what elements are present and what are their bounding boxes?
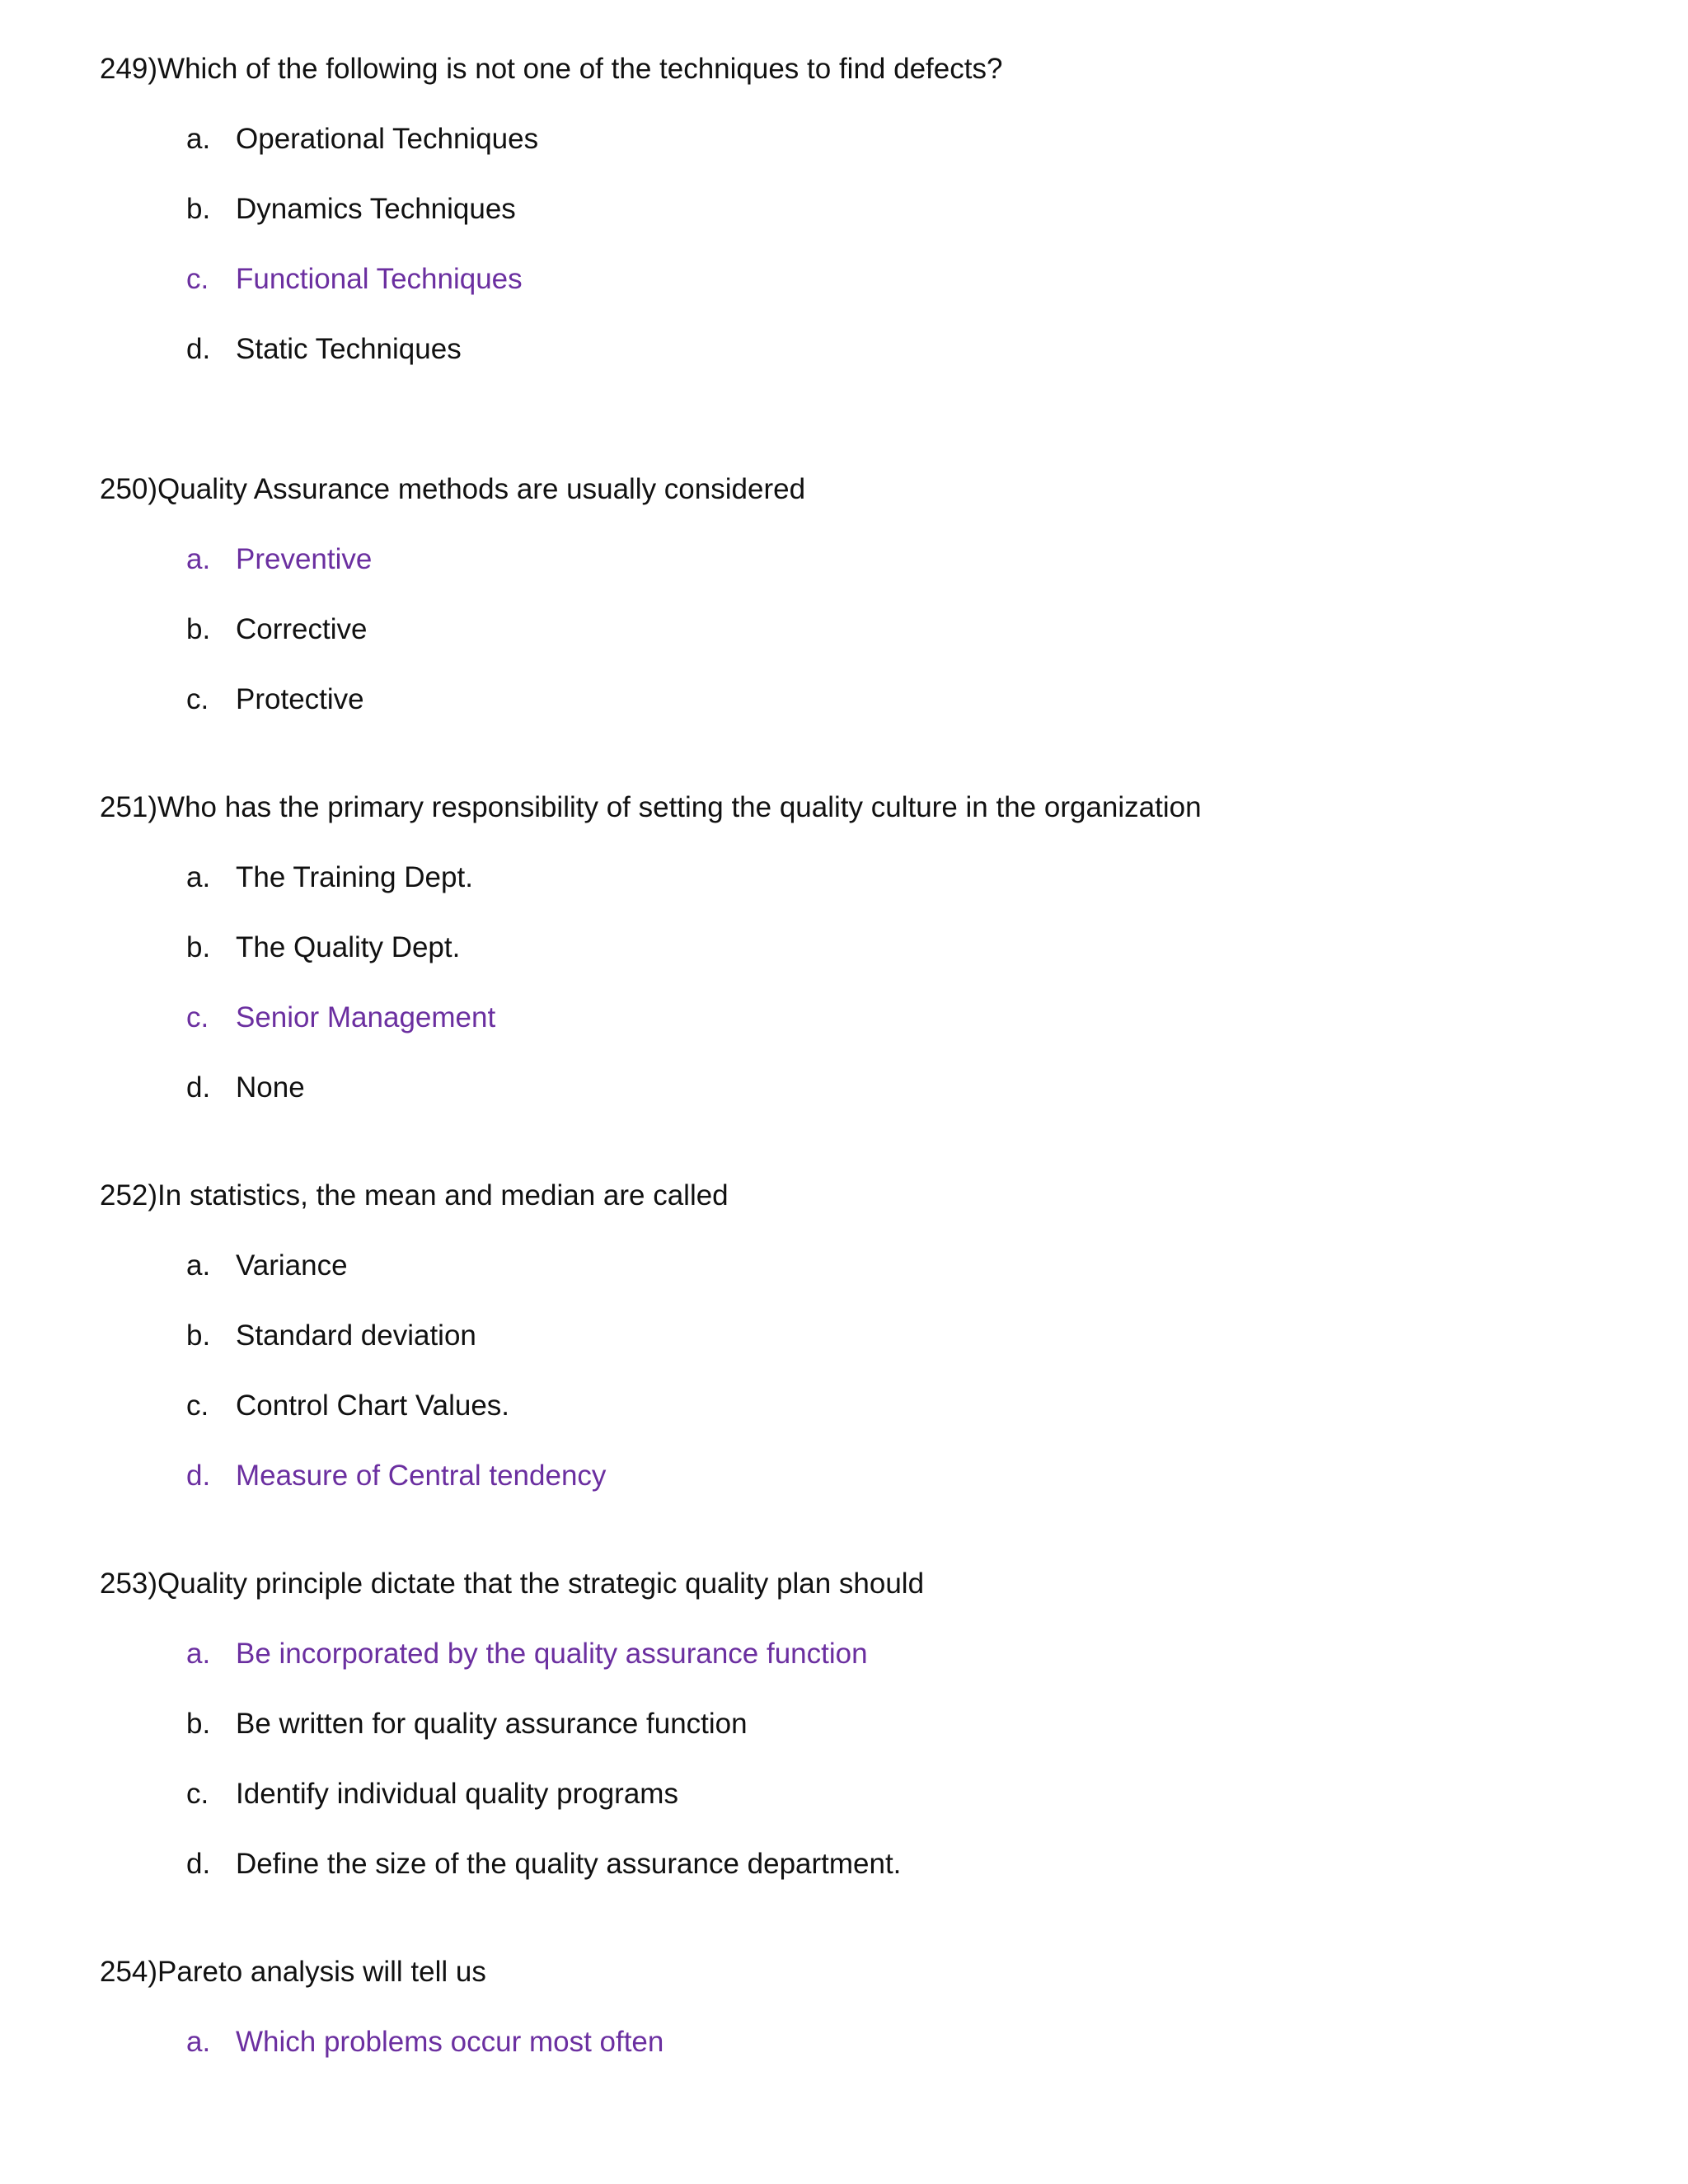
option-text: Operational Techniques bbox=[236, 123, 539, 155]
option-letter: a. bbox=[186, 1638, 211, 1670]
question-text: 251)Who has the primary responsibility of setting the quality culture in the organization bbox=[100, 791, 1202, 823]
option-letter: a. bbox=[186, 861, 211, 893]
option-text: Control Chart Values. bbox=[236, 1390, 510, 1422]
question-text: 249)Which of the following is not one of the techniques to find defects? bbox=[100, 53, 1003, 85]
option-letter: b. bbox=[186, 1319, 211, 1352]
option-text: Be incorporated by the quality assurance function bbox=[236, 1638, 868, 1670]
option-letter: a. bbox=[186, 1249, 211, 1282]
option-text: Static Techniques bbox=[236, 333, 462, 365]
option-letter: a. bbox=[186, 123, 211, 155]
option-text: Variance bbox=[236, 1249, 348, 1282]
option-letter: d. bbox=[186, 1848, 211, 1880]
option-letter: d. bbox=[186, 1460, 211, 1492]
option-letter: b. bbox=[186, 193, 211, 225]
option-text: Protective bbox=[236, 683, 364, 715]
option-letter: c. bbox=[186, 1390, 209, 1422]
question-text: 254)Pareto analysis will tell us bbox=[100, 1956, 486, 1988]
option-letter: d. bbox=[186, 333, 211, 365]
option-text: Corrective bbox=[236, 613, 368, 645]
option-text: Which problems occur most often bbox=[236, 2026, 664, 2058]
option-text: The Training Dept. bbox=[236, 861, 473, 893]
option-text: Senior Management bbox=[236, 1001, 496, 1033]
option-letter: d. bbox=[186, 1071, 211, 1104]
option-letter: c. bbox=[186, 1778, 209, 1810]
option-letter: b. bbox=[186, 931, 211, 963]
option-letter: b. bbox=[186, 613, 211, 645]
option-text: The Quality Dept. bbox=[236, 931, 461, 963]
option-text: None bbox=[236, 1071, 305, 1104]
option-text: Be written for quality assurance function bbox=[236, 1708, 748, 1740]
option-letter: c. bbox=[186, 263, 209, 295]
option-letter: a. bbox=[186, 2026, 211, 2058]
option-letter: a. bbox=[186, 543, 211, 575]
option-text: Functional Techniques bbox=[236, 263, 523, 295]
option-text: Standard deviation bbox=[236, 1319, 476, 1352]
question-text: 250)Quality Assurance methods are usually considered bbox=[100, 473, 806, 505]
option-text: Dynamics Techniques bbox=[236, 193, 516, 225]
option-letter: b. bbox=[186, 1708, 211, 1740]
option-letter: c. bbox=[186, 683, 209, 715]
question-text: 253)Quality principle dictate that the strategic quality plan should bbox=[100, 1568, 925, 1600]
option-letter: c. bbox=[186, 1001, 209, 1033]
question-text: 252)In statistics, the mean and median are called bbox=[100, 1179, 729, 1212]
option-text: Preventive bbox=[236, 543, 373, 575]
option-text: Identify individual quality programs bbox=[236, 1778, 678, 1810]
option-text: Define the size of the quality assurance department. bbox=[236, 1848, 902, 1880]
option-text: Measure of Central tendency bbox=[236, 1460, 607, 1492]
